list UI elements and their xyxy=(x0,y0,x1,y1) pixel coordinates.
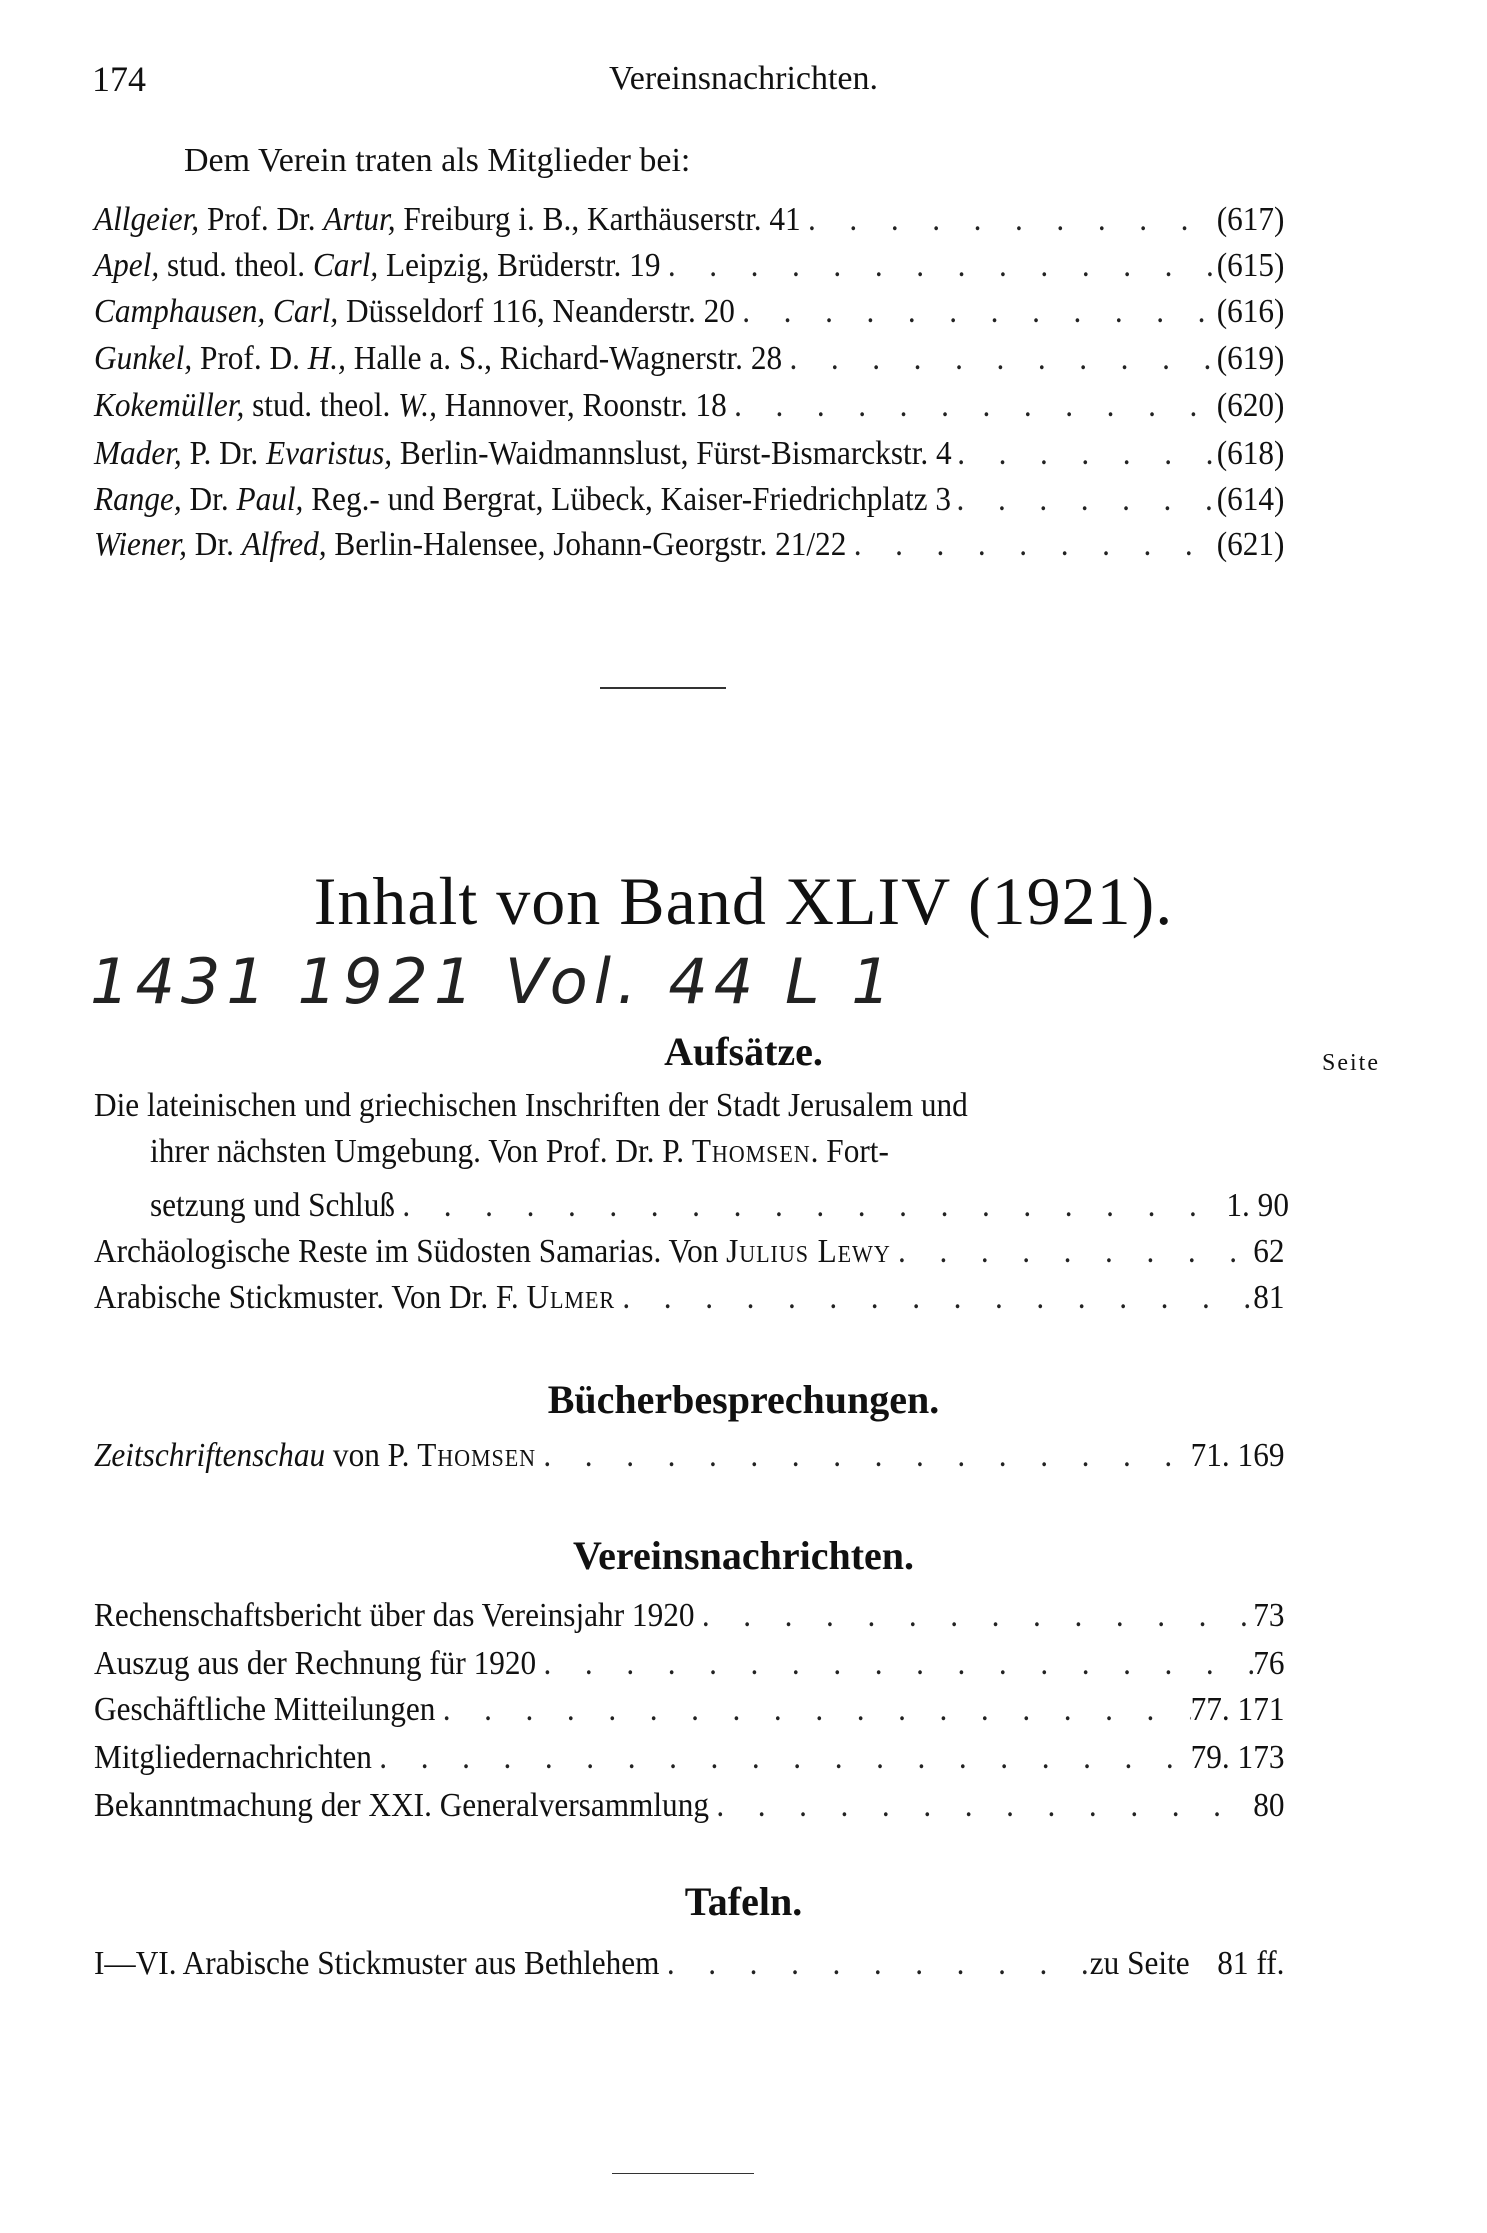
member-surname: Allgeier, xyxy=(94,201,200,238)
contents-title: Inhalt von Band XLIV (1921). xyxy=(313,863,1174,939)
toc-entry-pages: 62 xyxy=(1253,1233,1285,1270)
member-title: Prof. Dr. xyxy=(199,201,324,238)
toc-entry-title: . Fort- xyxy=(810,1133,889,1170)
toc-entry-title: Auszug aus der Rechnung für 1920 xyxy=(94,1645,537,1682)
member-address: Hannover, Roonstr. 18 xyxy=(436,387,727,424)
section-heading-vereinsnachrichten: Vereinsnachrichten. xyxy=(572,1533,915,1578)
member-given-name: Carl, xyxy=(272,293,339,330)
leader-dots xyxy=(727,386,1217,426)
member-surname: Range, xyxy=(94,481,182,518)
leader-dots xyxy=(660,246,1216,286)
toc-entry-pages: 77. 171 xyxy=(1190,1691,1285,1728)
toc-entry-pages: 80 xyxy=(1253,1787,1285,1824)
toc-entry xyxy=(94,1232,1284,1272)
leader-dots xyxy=(782,339,1217,379)
running-title: Vereinsnachrichten. xyxy=(608,60,879,97)
member-address: Freiburg i. B., Karthäuserstr. 41 xyxy=(395,201,801,238)
member-given-name: Alfred, xyxy=(241,526,327,563)
leader-dots xyxy=(615,1278,1253,1318)
toc-entry-title: von P. xyxy=(325,1437,418,1474)
member-title: Dr. xyxy=(186,526,242,563)
leader-dots xyxy=(735,292,1217,332)
toc-entry xyxy=(94,1436,1284,1476)
toc-entry-pages: 73 xyxy=(1253,1597,1285,1634)
member-number: (616) xyxy=(1216,293,1285,330)
leader-dots xyxy=(536,1644,1253,1684)
member-number: (619) xyxy=(1216,340,1285,377)
section-heading-aufsaetze: Aufsätze. xyxy=(664,1029,823,1074)
toc-entry xyxy=(94,1596,1284,1636)
member-number: (618) xyxy=(1216,435,1285,472)
member-number: (615) xyxy=(1216,247,1285,284)
footer-divider xyxy=(612,2173,754,2174)
toc-entry-author: Thomsen xyxy=(691,1133,811,1170)
member-number: (621) xyxy=(1216,526,1285,563)
member-address: Düsseldorf 116, Neanderstr. 20 xyxy=(338,293,735,330)
member-surname: Wiener, xyxy=(94,526,187,563)
member-given-name: H., xyxy=(307,340,346,377)
member-given-name: Paul, xyxy=(236,481,304,518)
leader-dots xyxy=(846,525,1216,565)
intro-text: Dem Verein traten als Mitglieder bei: xyxy=(184,142,691,179)
toc-entry xyxy=(94,1786,1284,1826)
leader-dots xyxy=(891,1232,1254,1272)
toc-entry-title: ihrer nächsten Umgebung. Von Prof. Dr. P. xyxy=(150,1133,692,1170)
toc-entry-pages: 81 ff. xyxy=(1217,1945,1285,1982)
toc-entry-line xyxy=(94,1086,1284,1126)
toc-entry xyxy=(94,1644,1284,1684)
page-number: 174 xyxy=(92,59,146,99)
toc-entry xyxy=(94,1944,1284,1984)
section-divider xyxy=(600,687,726,689)
toc-entry xyxy=(94,1278,1284,1318)
member-address: Berlin-Halensee, Johann-Georgstr. 21/22 xyxy=(326,526,847,563)
toc-entry-pages: 76 xyxy=(1253,1645,1285,1682)
member-given-name: Evaristus, xyxy=(266,435,393,472)
section-heading-buecherbesprechungen: Bücherbesprechungen. xyxy=(547,1377,940,1422)
member-surname: Mader, xyxy=(94,435,182,472)
member-address: Halle a. S., Richard-Wagnerstr. 28 xyxy=(345,340,783,377)
handwritten-shelfmark: 1431 1921 Vol. 44 L 1 xyxy=(90,945,897,1018)
member-title xyxy=(265,293,273,330)
toc-entry-author: Thomsen xyxy=(417,1437,537,1474)
toc-entry-ref: zu Seite xyxy=(1089,1945,1190,1982)
toc-entry-title: Rechenschaftsbericht über das Vereinsjahr 1920 xyxy=(94,1597,695,1634)
member-title: stud. theol. xyxy=(159,247,313,284)
toc-entry-title: Bekanntmachung der XXI. Generalversammlung xyxy=(94,1787,709,1824)
toc-entry-pages: 79. 173 xyxy=(1190,1739,1285,1776)
toc-entry-pages: 81 xyxy=(1253,1279,1285,1316)
toc-entry-author: Julius Lewy xyxy=(726,1233,891,1270)
member-entry xyxy=(94,246,1284,286)
toc-entry-pages: 1. 90 xyxy=(1226,1187,1289,1224)
leader-dots xyxy=(395,1186,1226,1226)
toc-entry xyxy=(94,1738,1284,1778)
member-given-name: W., xyxy=(398,387,437,424)
member-entry xyxy=(94,339,1284,379)
member-given-name: Carl, xyxy=(312,247,379,284)
leader-dots xyxy=(536,1436,1191,1476)
member-entry xyxy=(94,525,1284,565)
member-surname: Kokemüller, xyxy=(94,387,245,424)
member-title: Dr. xyxy=(181,481,237,518)
member-address: Reg.- und Bergrat, Lübeck, Kaiser-Friedrichplatz 3 xyxy=(303,481,952,518)
member-entry xyxy=(94,480,1284,520)
toc-entry xyxy=(94,1690,1284,1730)
member-title: Prof. D. xyxy=(192,340,308,377)
member-surname: Gunkel, xyxy=(94,340,193,377)
member-surname: Camphausen, xyxy=(94,293,266,330)
member-entry xyxy=(94,434,1284,474)
toc-entry-title: I—VI. Arabische Stickmuster aus Bethlehem xyxy=(94,1945,660,1982)
leader-dots xyxy=(709,1786,1253,1826)
leader-dots xyxy=(952,434,1217,474)
member-entry xyxy=(94,386,1284,426)
member-number: (620) xyxy=(1216,387,1285,424)
member-surname: Apel, xyxy=(94,247,160,284)
toc-entry-title: Mitgliedernachrichten xyxy=(94,1739,372,1776)
member-title: stud. theol. xyxy=(244,387,399,424)
toc-entry-author: Ulmer xyxy=(526,1279,616,1316)
leader-dots xyxy=(372,1738,1191,1778)
leader-dots xyxy=(435,1690,1190,1730)
toc-entry-title: Die lateinischen und griechischen Inschriften der Stadt Jerusalem und xyxy=(94,1087,968,1124)
member-address: Leipzig, Brüderstr. 19 xyxy=(378,247,661,284)
member-number: (614) xyxy=(1216,481,1285,518)
member-entry xyxy=(94,200,1284,240)
member-entry xyxy=(94,292,1284,332)
member-title: P. Dr. xyxy=(181,435,267,472)
member-number: (617) xyxy=(1216,201,1285,238)
toc-entry-pages: 71. 169 xyxy=(1190,1437,1285,1474)
leader-dots xyxy=(801,200,1217,240)
toc-entry-title: Zeitschriftenschau xyxy=(94,1437,326,1474)
toc-entry-title: setzung und Schluß xyxy=(150,1187,396,1224)
toc-entry-title: Archäologische Reste im Südosten Samarias. Von xyxy=(94,1233,727,1270)
member-given-name: Artur, xyxy=(323,201,396,238)
leader-dots xyxy=(951,480,1217,520)
section-heading-tafeln: Tafeln. xyxy=(684,1879,803,1924)
leader-dots xyxy=(660,1944,1090,1984)
member-address: Berlin-Waidmannslust, Fürst-Bismarckstr. 4 xyxy=(392,435,952,472)
toc-entry xyxy=(150,1186,1289,1226)
page-column-label: Seite xyxy=(1322,1050,1380,1076)
toc-entry-title: Arabische Stickmuster. Von Dr. F. xyxy=(94,1279,527,1316)
toc-entry-line xyxy=(150,1132,1289,1172)
toc-entry-title: Geschäftliche Mitteilungen xyxy=(94,1691,436,1728)
leader-dots xyxy=(695,1596,1254,1636)
